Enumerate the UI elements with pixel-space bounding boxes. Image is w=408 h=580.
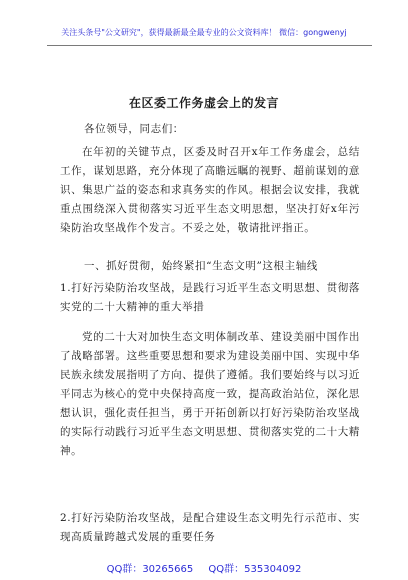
header-divider xyxy=(47,45,372,46)
footer-contact xyxy=(0,560,408,575)
salutation: 各位领导，同志们： xyxy=(84,123,184,135)
qq-group-2: QQ群：535304092 xyxy=(208,564,302,575)
subsection-heading: 1.打好污染防治攻坚战，是践行习近平生态文明思想、贯彻落实党的二十大精神的重大举措 xyxy=(60,282,360,313)
body-paragraph: 党的二十大对加快生态文明体制改革、建设美丽中国作出了战略部署。这些重要思想和要求为建设美丽中国、实现中华民族永续发展指明了方向、提供了遵循。我们要始终与以习近平同志为核心的党中央保持高度一致，提高政治站位，深化思想认识，强化责任担当，勇于开拓创新以打好污染防治攻坚战的实际行动践行习近平生态文明思想、贯彻落实党的二十大精神。 xyxy=(60,331,360,457)
subsection-heading: 2.打好污染防治攻坚战，是配合建设生态文明先行示范市、实现高质量跨越式发展的重要任务 xyxy=(60,512,360,543)
header-banner: 关注头条号"公文研究"，获得最新最全最专业的公文资料库！ 微信：gongwenyj xyxy=(61,28,347,37)
qq-group-1: QQ群：30265665 xyxy=(106,564,194,575)
document-title: 在区委工作务虚会上的发言 xyxy=(128,96,279,110)
section-heading: 一、抓好贯彻，始终紧扣“生态文明”这根主轴线 xyxy=(84,260,318,272)
body-paragraph: 在年初的关键节点，区委及时召开x年工作务虚会，总结工作，谋划思路，充分体现了高瞻远瞩的视野、超前谋划的意识、集思广益的姿态和求真务实的作风。根据会议安排，我就重点围绕深入贯彻落实习近平生态文明思想，坚决打好x年污染防治攻坚战作个发言。不妥之处，敬请批评指正。 xyxy=(60,146,360,234)
